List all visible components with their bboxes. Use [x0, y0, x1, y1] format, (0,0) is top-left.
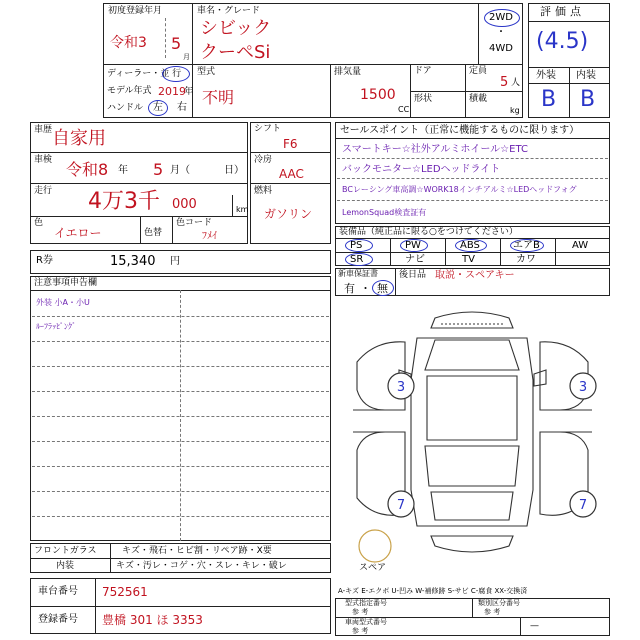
mileage-value: 4万3千	[88, 189, 160, 214]
equip-aw: AW	[572, 240, 589, 251]
plate-value: 豊橋 301 ほ 3353	[102, 613, 203, 627]
mark-front-right: 3	[578, 380, 588, 395]
person-unit: 人	[511, 78, 521, 88]
ac-value: AAC	[279, 167, 304, 181]
guarantee-yes: 有	[344, 282, 355, 295]
selling-point-1: スマートキー☆社外アルミホイール☆ETC	[342, 144, 528, 155]
fuel-label: 燃料	[254, 186, 273, 196]
usage-label: 車歴	[34, 125, 53, 135]
equip-tv: TV	[462, 254, 475, 265]
capacity-value: 5	[500, 75, 509, 90]
spare-label: スペア	[359, 563, 387, 573]
color-label: 色	[34, 218, 44, 228]
selling-point-2: バックモニター☆LEDヘッドライト	[342, 164, 501, 175]
color-value: イエロー	[54, 226, 102, 240]
notes-label: 注意事項申告欄	[34, 278, 98, 288]
chassis-no-label: 車両型式番号	[345, 618, 387, 626]
recycle-box	[30, 250, 331, 274]
interior-grade: B	[580, 87, 596, 112]
inspection-era: 令和8	[66, 160, 109, 179]
model-year-value: 2019	[158, 85, 186, 98]
drive-4wd: 4WD	[489, 43, 513, 54]
first-reg-label: 初度登録年月	[108, 6, 163, 16]
equip-abs: ABS	[460, 240, 480, 251]
color-code-label: 色コード	[176, 218, 213, 228]
doors-label: ドア	[414, 66, 432, 76]
guarantee-no: 無	[377, 282, 388, 295]
selling-point-3: BCレーシング車高調☆WORK18インチアルミ☆LEDヘッドフォグ	[342, 185, 577, 194]
equip-sr: SR	[350, 254, 364, 265]
interior-label: 内装	[576, 70, 596, 81]
shift-label: シフト	[254, 124, 282, 134]
shift-value: F6	[283, 137, 298, 151]
dealer-circle	[162, 66, 190, 82]
car-name: シビック	[200, 18, 272, 39]
name-grade-label: 車名・グレード	[197, 6, 261, 16]
day-paren: 日）	[224, 165, 244, 176]
model-year-label: モデル年式	[107, 86, 152, 96]
equip-ps: PS	[350, 240, 363, 251]
inspection-month: 5	[153, 160, 164, 179]
plate-label: 登録番号	[38, 614, 78, 625]
color-code-value: ﾌﾒｲ	[202, 231, 217, 242]
header-box	[103, 3, 523, 118]
interior-cond-value: キズ・汚レ・コゲ・穴・スレ・キレ・破レ	[116, 561, 287, 571]
notes-line-1: 外装 小A・小U	[36, 298, 90, 307]
recycle-unit: 円	[170, 256, 180, 267]
chassis-label: 車台番号	[38, 586, 78, 597]
model-no-ref: 参 考	[352, 608, 369, 616]
handle-right: 右	[177, 102, 187, 113]
guarantee-dot: ・	[360, 282, 371, 295]
cc-unit: CC	[398, 105, 410, 114]
shape-label: 形状	[414, 94, 433, 104]
first-reg-era: 令和3	[110, 35, 147, 51]
notes-line-2: ﾙｰﾌﾗｯﾋﾟﾝｸﾞ	[36, 322, 76, 331]
capacity-label: 定員	[469, 66, 488, 76]
mileage-label: 走行	[34, 186, 53, 196]
drive-dot: ・	[496, 27, 506, 38]
damage-legend: A-キズ E-エクボ U-凹み W-補修跡 S-サビ C-腐食 XX-交換済	[338, 587, 528, 595]
month-paren: 月（	[170, 165, 190, 176]
load-label: 積載	[469, 94, 488, 104]
recycle-label: R券	[36, 255, 53, 266]
score-label: 評価点	[540, 5, 585, 18]
color-change-label: 色替	[144, 228, 163, 238]
car-grade: クーペSi	[200, 42, 271, 63]
equip-leather: カワ	[516, 254, 536, 265]
mark-front-left: 3	[396, 380, 406, 395]
equipment-label: 装備品（純正品に限る○をつけてください）	[339, 227, 518, 237]
class-no-label: 類別区分番号	[478, 599, 520, 607]
selling-points-label: セールスポイント（正常に機能するものに限ります）	[340, 125, 580, 136]
month-unit: 月	[183, 53, 190, 61]
kg-unit: kg	[510, 106, 520, 115]
first-reg-month: 5	[171, 34, 182, 53]
front-glass-value: キズ・飛石・ヒビ割・リペア跡・X要	[122, 546, 272, 556]
fuel-value: ガソリン	[264, 207, 313, 221]
later-items-label: 後日品	[399, 270, 427, 280]
ac-label: 冷房	[254, 155, 273, 165]
chassis-value: 752561	[102, 585, 148, 599]
dealer-label: ディーラー・並 行	[107, 69, 182, 79]
score-value: (4.5)	[536, 29, 589, 54]
handle-left: 左	[153, 102, 163, 113]
mileage-rest: 000	[172, 197, 197, 212]
km-unit: km	[236, 205, 249, 214]
front-glass-label: フロントガラス	[34, 546, 97, 556]
equip-navi: ナビ	[405, 254, 425, 265]
inspection-year-unit: 年	[118, 165, 128, 176]
displacement-label: 排気量	[334, 67, 362, 77]
equip-airbag: エアB	[513, 240, 540, 251]
class-no-ref: 参 考	[484, 608, 501, 616]
car-diagram	[335, 300, 610, 580]
guarantee-label: 新車保証書	[338, 269, 378, 278]
exterior-label: 外装	[536, 70, 556, 81]
exterior-grade: B	[541, 87, 557, 112]
interior-cond-label: 内装	[56, 561, 75, 571]
chassis-no-ref: 参 考	[352, 627, 369, 635]
mark-rear-left: 7	[396, 498, 406, 513]
displacement-value: 1500	[360, 87, 396, 103]
ref-dash: —	[530, 621, 539, 631]
recycle-value: 15,340	[110, 254, 156, 269]
model-no-label: 型式指定番号	[345, 599, 387, 607]
usage-value: 自家用	[52, 128, 106, 149]
inspection-label: 車検	[34, 155, 53, 165]
model-label: 型式	[197, 67, 216, 77]
drive-2wd: 2WD	[489, 12, 513, 23]
handle-label: ハンドル	[107, 103, 144, 113]
selling-point-4: LemonSquad検査証有	[342, 208, 427, 217]
mark-rear-right: 7	[578, 498, 588, 513]
later-items-value: 取説・スペアキー	[435, 270, 515, 281]
model-value: 不明	[202, 88, 235, 107]
year-unit: 年	[184, 87, 194, 97]
equip-pw: PW	[405, 240, 421, 251]
